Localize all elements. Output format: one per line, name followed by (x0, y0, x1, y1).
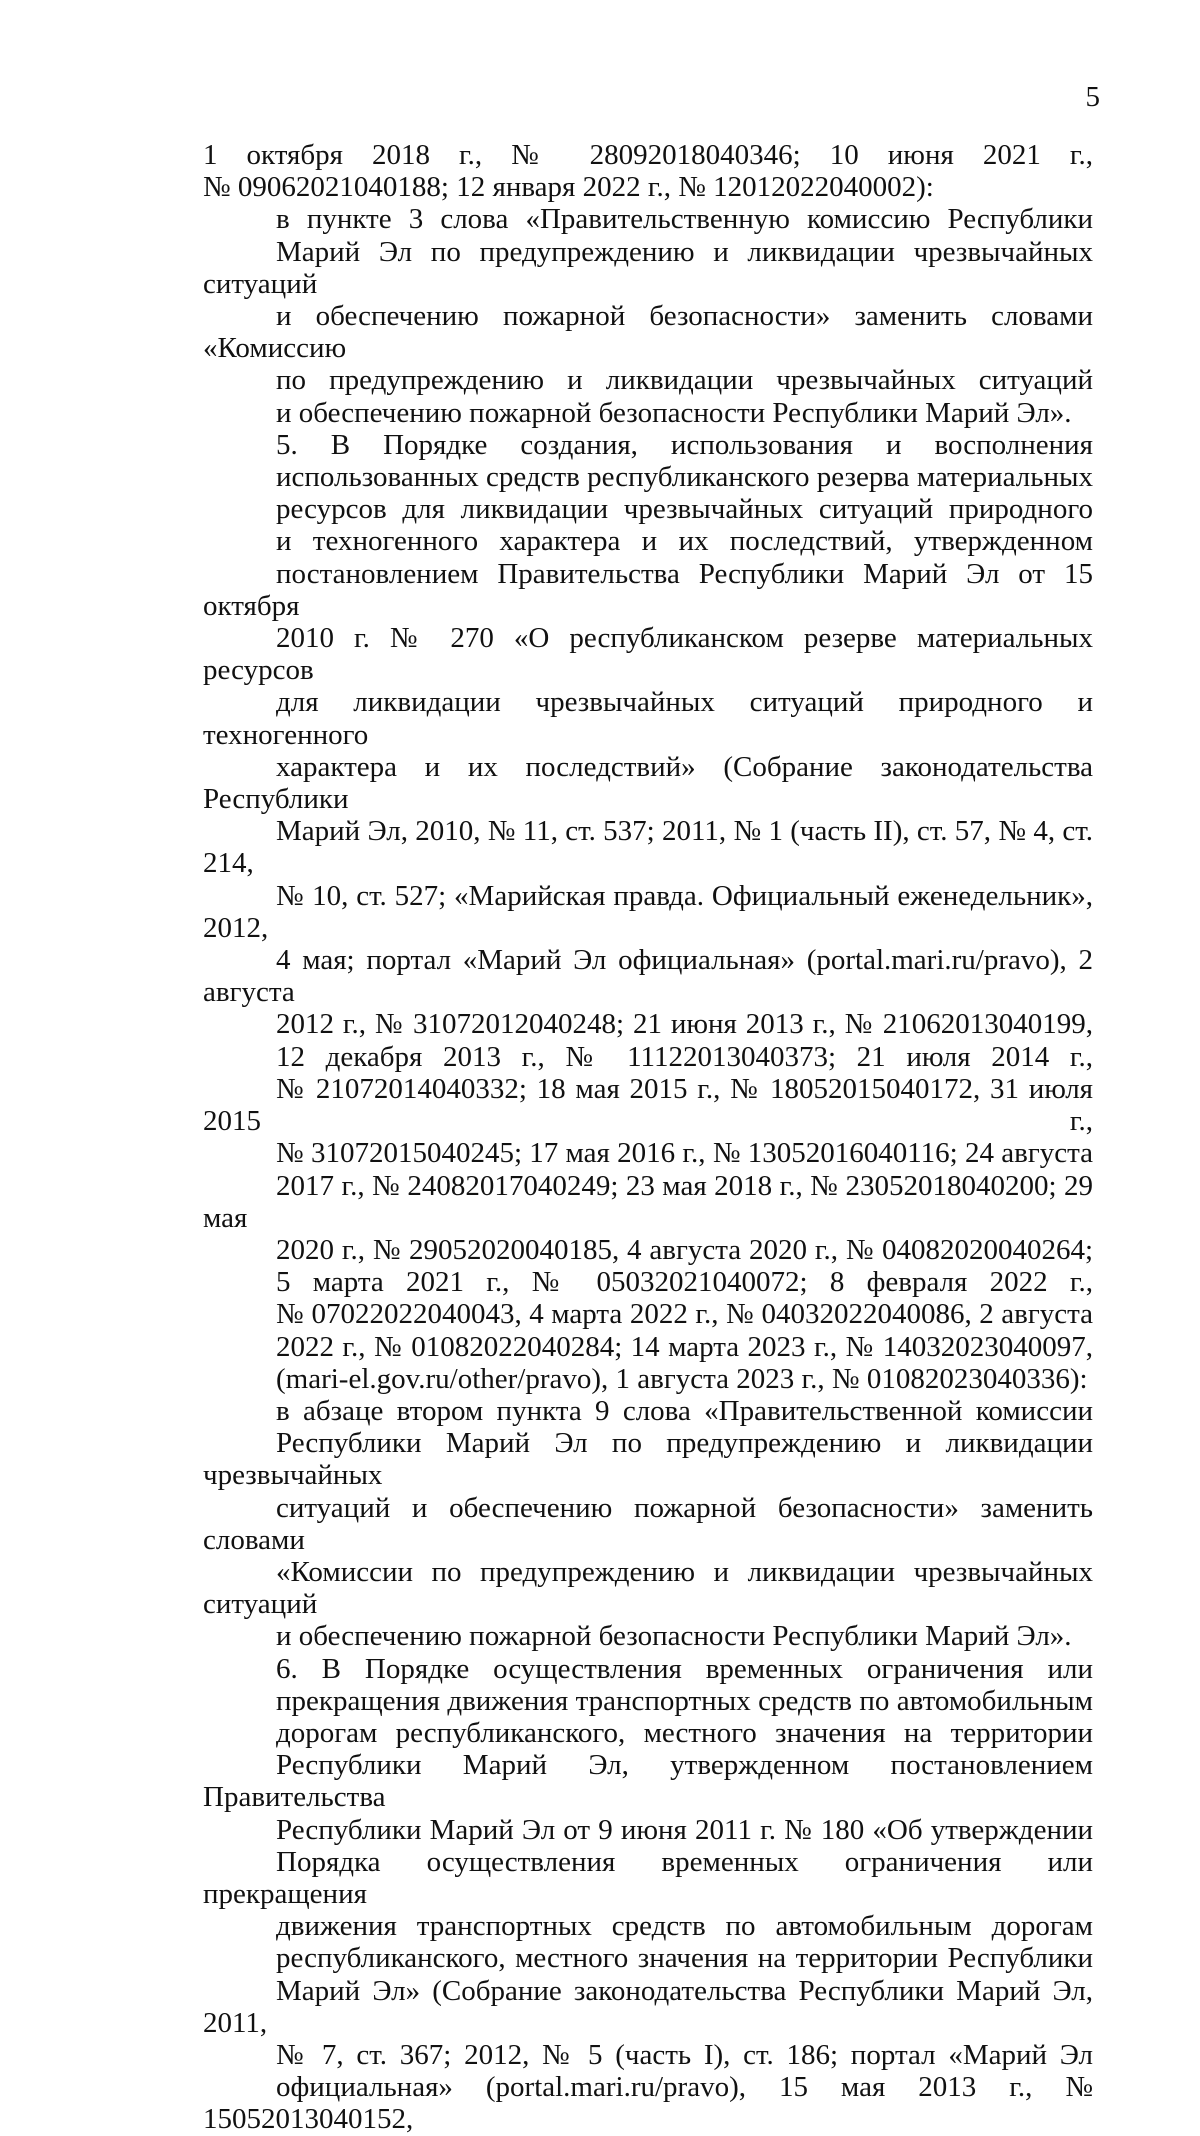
text-line: Марий Эл» (Собрание законодательства Республики Марий Эл, 2011, (203, 1974, 1093, 2039)
text-line: 5 марта 2021 г., № 05032021040072; 8 февраля 2022 г., (276, 1266, 1093, 1299)
text-line: в абзаце втором пункта 9 слова «Правительственной комиссии (276, 1394, 1093, 1427)
text-line: 2017 г., № 24082017040249; 23 мая 2018 г., № 23052018040200; 29 мая (203, 1169, 1093, 1234)
text-line: 2010 г. № 270 «О республиканском резерве материальных ресурсов (203, 622, 1093, 687)
text-line: и обеспечению пожарной безопасности Республики Марий Эл». (276, 1620, 1072, 1653)
paragraph-item-5-change (203, 1395, 1093, 1653)
text-line: официальная» (portal.mari.ru/pravo), 15 мая 2013 г., № 15052013040152, (203, 2071, 1093, 2136)
text-line: и техногенного характера и их последствий, утвержденном (276, 525, 1093, 558)
text-line: 2022 г., № 01082022040284; 14 марта 2023 г., № 14032023040097, (276, 1330, 1093, 1363)
text-line: Республики Марий Эл, утвержденном постановлением Правительства (203, 1749, 1093, 1814)
text-line: 12 декабря 2013 г., № 11122013040373; 21 июля 2014 г., (276, 1040, 1093, 1073)
text-line: по предупреждению и ликвидации чрезвычайных ситуаций (276, 364, 1093, 397)
text-line: республиканского, местного значения на территории Республики (276, 1942, 1093, 1975)
text-line: 1 октября 2018 г., № 28092018040346; 10 июня 2021 г., (203, 139, 1093, 171)
page-number: 5 (1085, 81, 1100, 113)
text-line: № 09062021040188; 12 января 2022 г., № 12012022040002): (203, 171, 934, 204)
text-line: Порядка осуществления временных ограничения или прекращения (203, 1845, 1093, 1910)
text-line: прекращения движения транспортных средств по автомобильным (276, 1684, 1093, 1717)
text-line: характера и их последствий» (Собрание законодательства Республики (203, 750, 1093, 816)
text-line: и обеспечению пожарной безопасности» заменить словами «Комиссию (203, 300, 1093, 365)
text-line: Марий Эл, 2010, № 11, ст. 537; 2011, № 1 (часть II), ст. 57, № 4, ст. 214, (203, 815, 1093, 880)
text-line: «Комиссии по предупреждению и ликвидации чрезвычайных ситуаций (203, 1555, 1093, 1621)
text-line: № 07022022040043, 4 марта 2022 г., № 04032022040086, 2 августа (276, 1298, 1093, 1331)
text-line: дорогам республиканского, местного значения на территории (276, 1716, 1093, 1749)
text-line: ресурсов для ликвидации чрезвычайных ситуаций природного (276, 493, 1093, 526)
text-line: № 31072015040245; 17 мая 2016 г., № 13052016040116; 24 августа (276, 1137, 1093, 1170)
text-line: постановлением Правительства Республики Марий Эл от 15 октября (203, 557, 1093, 622)
text-line: 2020 г., № 29052020040185, 4 августа 2020 г., № 04082020040264; (276, 1233, 1093, 1266)
text-line: для ликвидации чрезвычайных ситуаций природного и техногенного (203, 686, 1093, 751)
paragraph-continuation (203, 139, 1093, 203)
text-line: Республики Марий Эл от 9 июня 2011 г. № 180 «Об утверждении (276, 1813, 1093, 1846)
text-line: использованных средств республиканского резерва материальных (276, 461, 1093, 494)
text-line: 5. В Порядке создания, использования и восполнения (276, 428, 1093, 461)
text-line: № 21072014040332; 18 мая 2015 г., № 18052015040172, 31 июля 2015 г., (203, 1072, 1093, 1138)
document-body (203, 139, 1093, 2136)
text-line: Республики Марий Эл по предупреждению и ликвидации чрезвычайных (203, 1427, 1093, 1492)
text-line: Марий Эл по предупреждению и ликвидации чрезвычайных ситуаций (203, 235, 1093, 300)
text-line: движения транспортных средств по автомобильным дорогам (276, 1910, 1093, 1943)
text-line: № 10, ст. 527; «Марийская правда. Официальный еженедельник», 2012, (203, 879, 1093, 944)
paragraph-item-5 (203, 429, 1093, 1395)
text-line: 2012 г., № 31072012040248; 21 июня 2013 г., № 21062013040199, (276, 1008, 1093, 1041)
text-line: и обеспечению пожарной безопасности Республики Марий Эл». (276, 396, 1072, 429)
text-line: в пункте 3 слова «Правительственную комиссию Республики (276, 203, 1093, 236)
text-line: № 7, ст. 367; 2012, № 5 (часть I), ст. 186; портал «Марий Эл (276, 2038, 1093, 2071)
text-line: ситуаций и обеспечению пожарной безопасности» заменить словами (203, 1491, 1093, 1556)
text-line: 4 мая; портал «Марий Эл официальная» (portal.mari.ru/pravo), 2 августа (203, 944, 1093, 1009)
paragraph-item-6 (203, 1653, 1093, 2136)
text-line: 6. В Порядке осуществления временных ограничения или (276, 1652, 1093, 1685)
paragraph-item-4-change (203, 203, 1093, 428)
text-line: (mari-el.gov.ru/other/pravo), 1 августа 2023 г., № 01082023040336): (276, 1362, 1088, 1395)
